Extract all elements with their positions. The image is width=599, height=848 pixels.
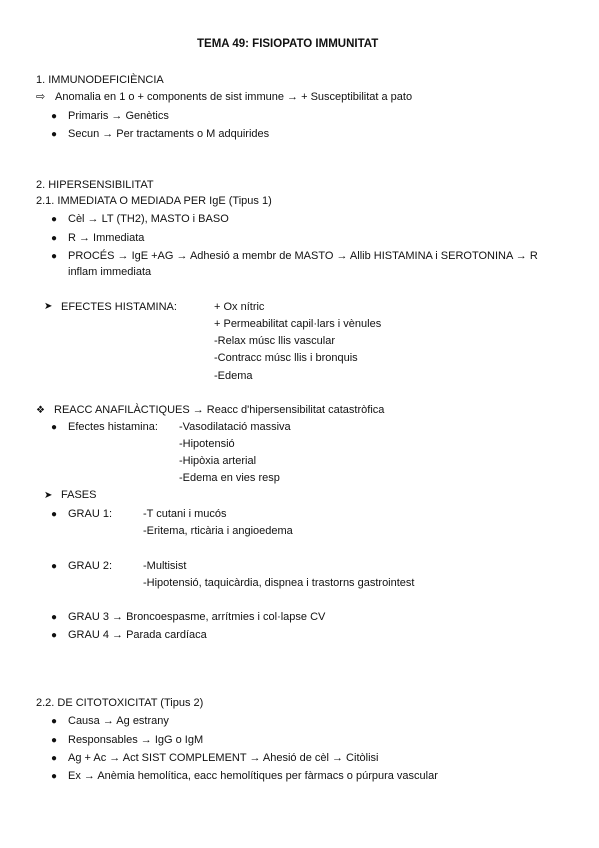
grau-item: -Hipotensió, taquicàrdia, dispnea i trastorns gastrointest: [143, 577, 415, 589]
list-item: Secun → Per tractaments o M adquirides: [68, 128, 270, 140]
bullet-icon: ●: [51, 251, 58, 262]
bullet-icon: ●: [51, 422, 58, 433]
subsection-heading: 2.1. IMMEDIATA O MEDIADA PER IgE (Tipus 1): [36, 195, 272, 207]
arrowhead-bullet-icon: ➤: [44, 490, 53, 501]
bullet-icon: ●: [51, 509, 58, 520]
fases-label: FASES: [61, 489, 97, 501]
subsection-heading: 2.2. DE CITOTOXICITAT (Tipus 2): [36, 697, 204, 709]
grau-item: -T cutani i mucós: [143, 508, 227, 520]
bullet-icon: ●: [51, 214, 58, 225]
grau-item: -Eritema, rticària i angioedema: [143, 525, 293, 537]
efectes-item: + Ox nítric: [214, 301, 265, 313]
list-item: Ag + Ac → Act SIST COMPLEMENT → Ahesió de cèl → Citòlisi: [68, 752, 379, 764]
list-item: Primaris → Genètics: [68, 110, 169, 122]
efectes-hist-item: -Hipotensió: [179, 438, 235, 450]
section-heading: 2. HIPERSENSIBILITAT: [36, 179, 154, 191]
bullet-icon: ●: [51, 735, 58, 746]
list-item: Ex → Anèmia hemolítica, eacc hemolítiques per fàrmacs o púrpura vascular: [68, 770, 438, 782]
arrowhead-bullet-icon: ➤: [44, 301, 53, 312]
doc-title: TEMA 49: FISIOPATO IMMUNITAT: [197, 38, 379, 50]
bullet-icon: ●: [51, 129, 58, 140]
bullet-icon: ●: [51, 233, 58, 244]
diamond-bullet-icon: ❖: [36, 405, 45, 416]
grau-label: GRAU 1:: [68, 508, 113, 520]
bullet-icon: ●: [51, 753, 58, 764]
list-item-continuation: inflam immediata: [68, 266, 152, 278]
list-item-label: Efectes histamina:: [68, 421, 158, 433]
efectes-hist-item: -Vasodilatació massiva: [179, 421, 291, 433]
text-line: Anomalia en 1 o + components de sist immune → + Susceptibilitat a pato: [55, 91, 413, 103]
bullet-icon: ●: [51, 716, 58, 727]
list-item: GRAU 4 → Parada cardíaca: [68, 629, 207, 641]
efectes-label: EFECTES HISTAMINA:: [61, 301, 177, 313]
bullet-icon: ●: [51, 630, 58, 641]
grau-item: -Multisist: [143, 560, 187, 572]
arrow-icon: ⇨: [36, 91, 46, 103]
list-item: Causa → Ag estrany: [68, 715, 169, 727]
list-item: R → Immediata: [68, 232, 145, 244]
efectes-item: -Edema: [214, 370, 253, 382]
bullet-icon: ●: [51, 612, 58, 623]
efectes-hist-item: -Hipòxia arterial: [179, 455, 257, 467]
section-heading: 1. IMMUNODEFICIÈNCIA: [36, 74, 164, 86]
grau-label: GRAU 2:: [68, 560, 113, 572]
bullet-icon: ●: [51, 111, 58, 122]
list-item: PROCÉS → IgE +AG → Adhesió a membr de MASTO → Allib HISTAMINA i SEROTONINA → R: [68, 250, 538, 262]
list-item: GRAU 3 → Broncoespasme, arrítmies i col·lapse CV: [68, 611, 326, 623]
list-item: Cèl → LT (TH2), MASTO i BASO: [68, 213, 229, 225]
efectes-item: -Relax músc llis vascular: [214, 335, 336, 347]
efectes-item: -Contracc músc llis i bronquis: [214, 352, 358, 364]
efectes-item: + Permeabilitat capil·lars i vènules: [214, 318, 382, 330]
bullet-icon: ●: [51, 561, 58, 572]
list-item: Responsables → IgG o IgM: [68, 734, 204, 746]
text-line: REACC ANAFILÀCTIQUES → Reacc d'hipersensibilitat catastròfica: [54, 404, 385, 416]
efectes-hist-item: -Edema en vies resp: [179, 472, 280, 484]
bullet-icon: ●: [51, 771, 58, 782]
